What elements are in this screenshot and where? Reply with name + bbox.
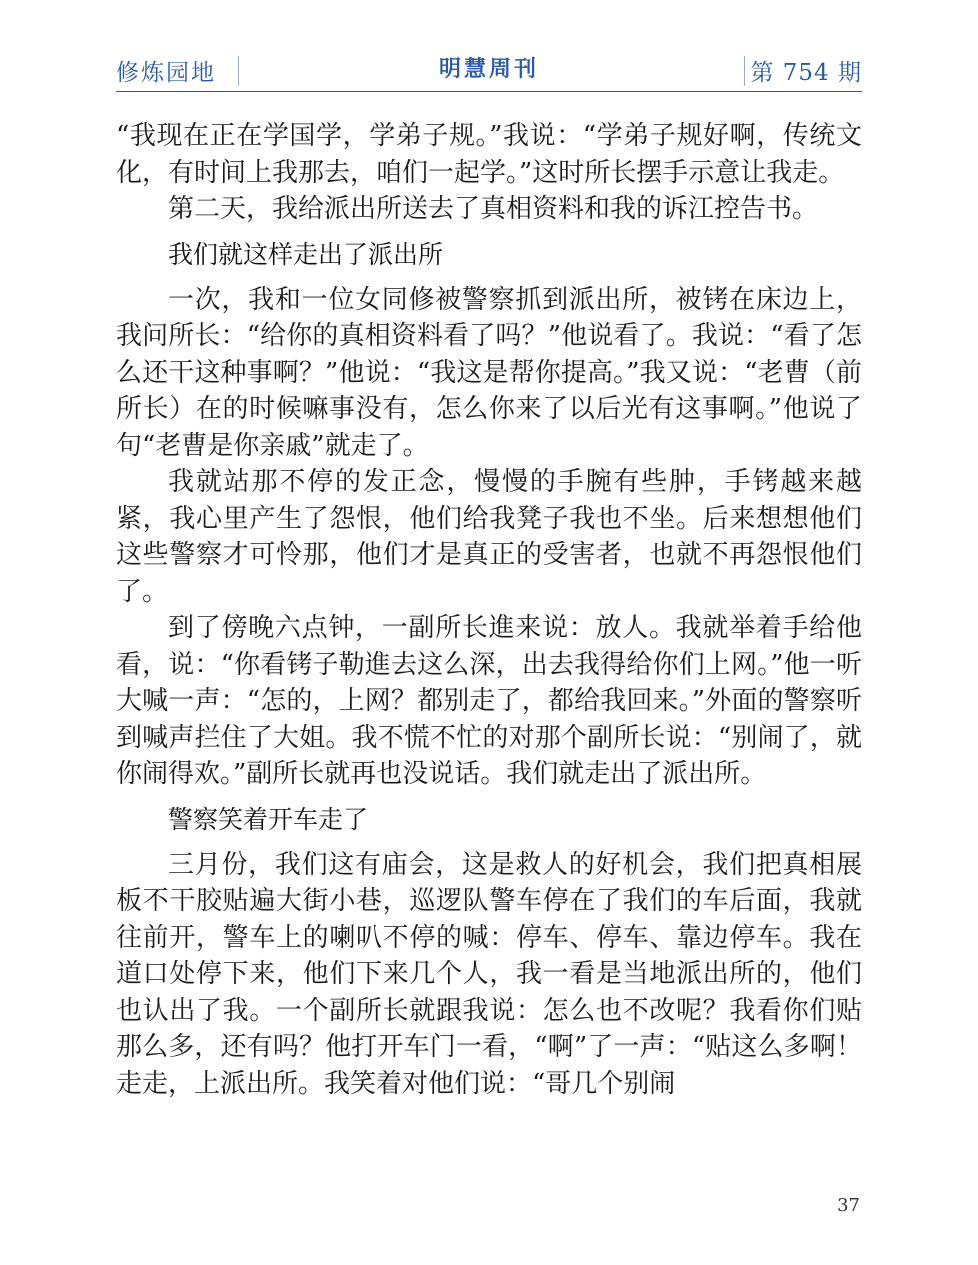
paragraph-1: “我现在正在学国学，学弟子规。”我说：“学弟子规好啊，传统文化，有时间上我那去，咱们一起学。”这时所长摆手示意让我走。 <box>116 121 862 188</box>
paragraph-6: 三月份，我们这有庙会，这是救人的好机会，我们把真相展板不干胶贴遍大街小巷，巡逻队警车停在了我们的车后面，我就往前开，警车上的喇叭不停的喊：停车、停车、靠边停车。我在道口处停下来，他们下来几个人，我一看是当地派出所的，他们也认出了我。一个副所长就跟我说：怎么也不改呢？我看你们贴那么多，还有吗？他打开车门一看，“啊”了一声：“贴这么多啊！走走，上派出所。我笑着对他们说：“哥几个别闹 <box>116 849 862 1099</box>
section-name: 修炼园地 <box>116 60 216 86</box>
subheading-2: 警察笑着开车走了 <box>168 804 369 834</box>
page-header <box>116 50 862 92</box>
issue-number: 第 754 期 <box>750 60 862 86</box>
header-divider-right <box>744 56 745 86</box>
paragraph-5: 到了傍晚六点钟，一副所长進来说：放人。我就举着手给他看，说：“你看铐子勒進去这么深，出去我得给你们上网。”他一听大喊一声：“怎的，上网？都别走了，都给我回来。”外面的警察听到喊声拦住了大姐。我不慌不忙的对那个副所长说：“别闹了，就你闹得欢。”副所长就再也没说话。我们就走出了派出所。 <box>116 613 862 789</box>
header-rule <box>116 91 862 92</box>
publication-title: 明慧周刊 <box>438 57 539 82</box>
subheading-1: 我们就这样走出了派出所 <box>168 239 444 269</box>
page-number: 37 <box>837 1195 860 1216</box>
paragraph-2: 第二天，我给派出所送去了真相资料和我的诉江控告书。 <box>168 194 819 224</box>
paragraph-3: 一次，我和一位女同修被警察抓到派出所，被铐在床边上，我问所长：“给你的真相资料看了吗？”他说看了。我说：“看了怎么还干这种事啊？”他说：“我这是帮你提高。”我又说：“老曹（前所长）在的时候嘛事没有，怎么你来了以后光有这事啊。”他说了句“老曹是你亲戚”就走了。 <box>116 284 862 461</box>
paragraph-4: 我就站那不停的发正念，慢慢的手腕有些肿，手铐越来越紧，我心里产生了怨恨，他们给我凳子我也不坐。后来想想他们这些警察才可怜那，他们才是真正的受害者，也就不再怨恨他们了。 <box>116 467 862 607</box>
article-body <box>116 118 862 1102</box>
